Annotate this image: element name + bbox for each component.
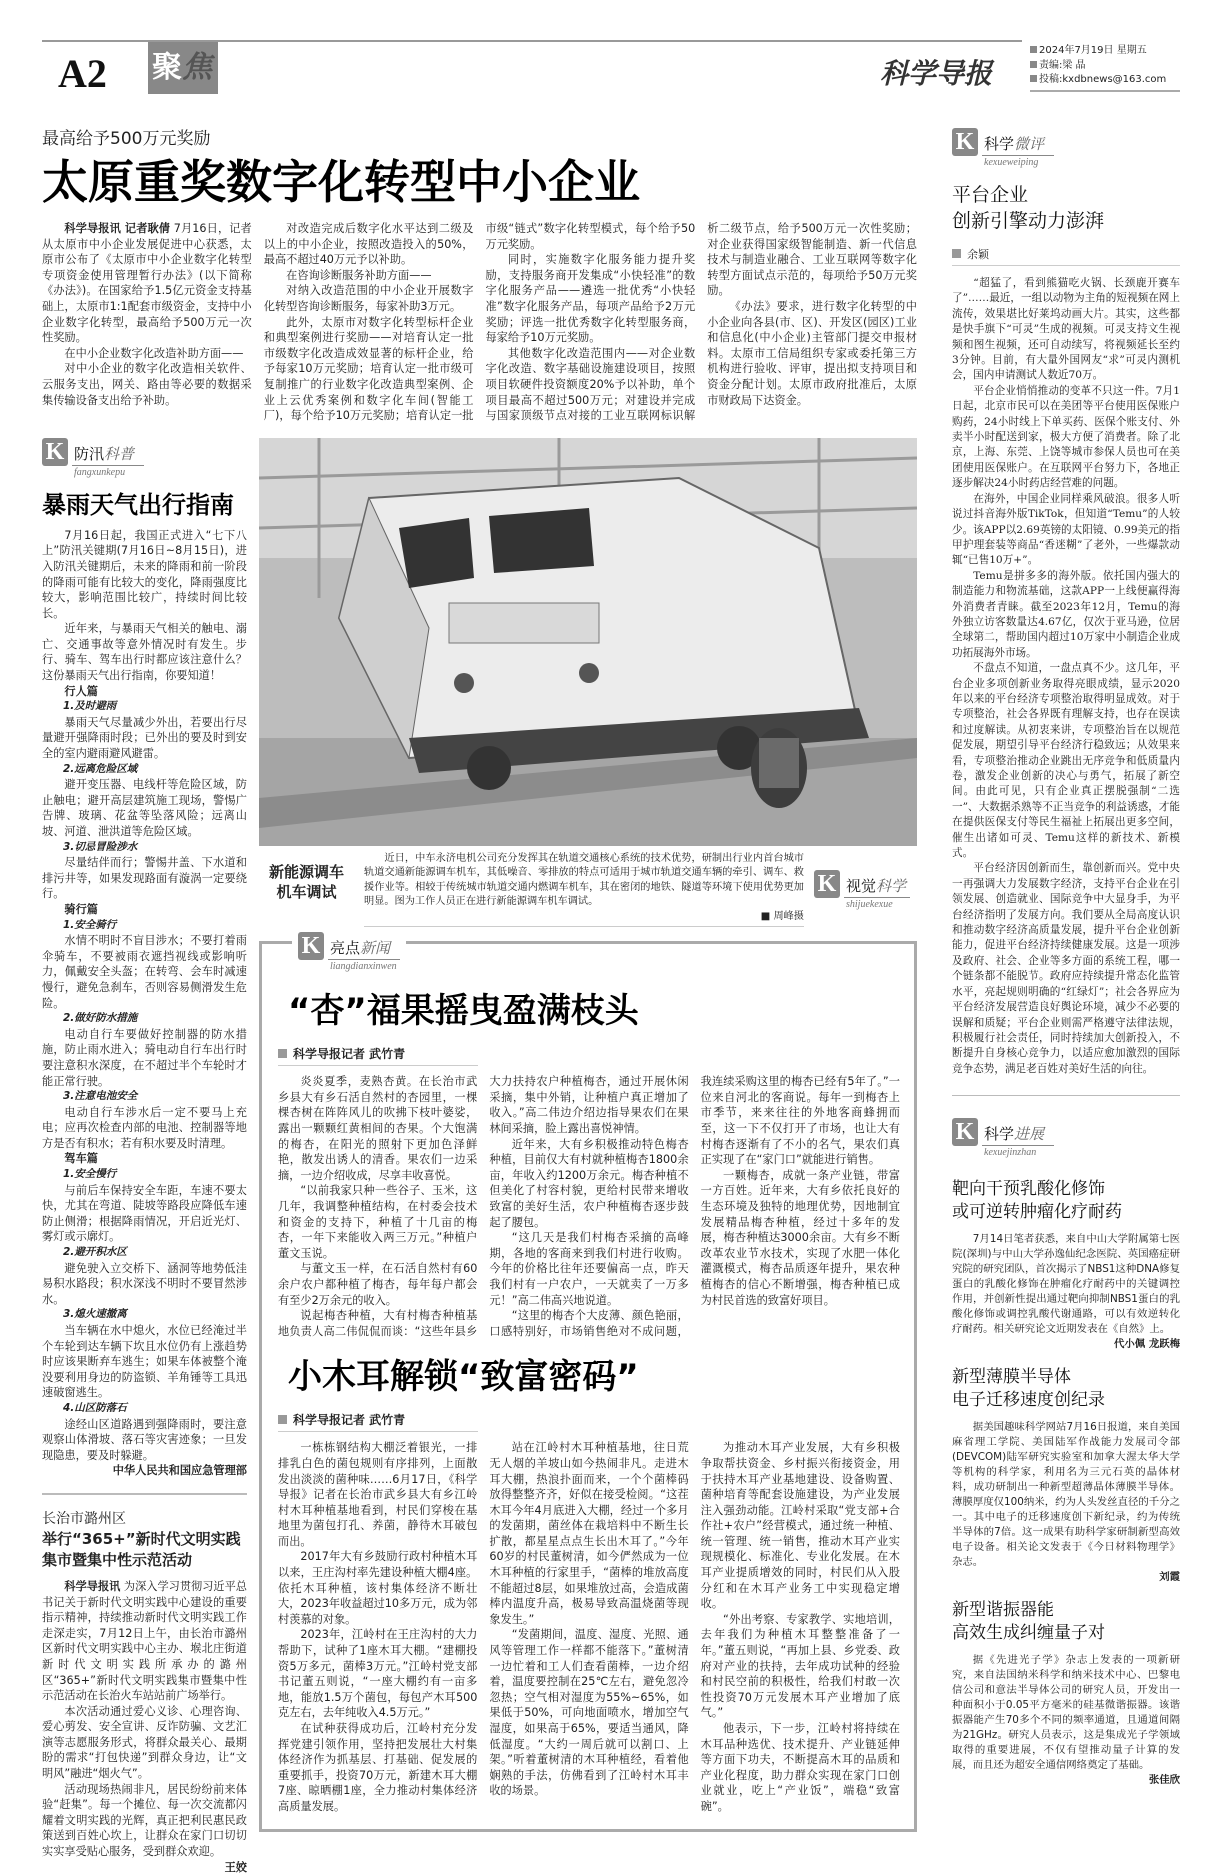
item-body: 据美国趣味科学网站7月16日报道，来自美国麻省理工学院、美国陆军作战能力发展司令部(DEVCOM)陆军研究实验室和加拿大渥太华大学等机构的科学家，利用名为三元石英的晶体材料，成功研制出一种新型超薄晶体薄膜半导体。薄膜厚度仅100纳米，约为人头发丝直径的千分之一。其中电子的迁移速度创下新纪录，约为传统半导体的7倍。这一成果有助科学家研制新型高效电子设备。相关论文发表于《今日材料物理学》杂志。: [952, 1421, 1180, 1569]
highlights-frame: [259, 933, 917, 1831]
highlights-column-badge: [292, 932, 406, 972]
paragraph: 避开变压器、电线杆等危险区域，防止触电；避开高层建筑施工现场，警惕广告牌、玻璃、花盆等坠落风险；远离山坡、河道、泄洪道等危险区域。: [42, 778, 247, 838]
middle-column: [259, 438, 917, 1832]
commentary-headline: [952, 182, 1180, 234]
paragraph: “以前我家只种一些谷子、玉米，这几年，我调整种植结构，在村委会技术和资金的支持下，种植了十几亩的梅杏，一年下来能收入两三万元。”种植户董文玉说。: [278, 1184, 478, 1260]
lead-article-body: [42, 221, 917, 424]
page-number: A2: [58, 51, 107, 96]
paragraph: 与董文玉一样，在石活自然村有60余户农户都种植了梅杏，每年每户都会有至少2万余元的收入。: [278, 1262, 478, 1307]
paragraph: 本次活动通过爱心义诊、心理咨询、爱心剪发、安全宣讲、反诈防骗、文艺汇演等志愿服务形式，将群众最关心、最期盼的需求“打包快递”到群众身边，让“文明风”融进“烟火气”。: [42, 1704, 247, 1781]
headline-line: 电子迁移速度创纪录: [952, 1390, 1105, 1411]
photo-title-line: 新能源调车: [268, 862, 344, 881]
paragraph: 7月16日，记者从太原市中小企业发展促进中心获悉，太原市公布了《太原市中小企业数字化转型专项资金使用管理暂行办法》(以下简称《办法》)。在国家给予1.5亿元资金支持基础上，太原市1:1配套市级资金，支持中小企业数字化转型，最高给予500万元一次性奖励。: [42, 222, 252, 345]
locomotive-photo: [259, 438, 917, 846]
section-char-1: 聚: [152, 50, 182, 85]
column-name: 亮点: [330, 939, 361, 958]
paragraph: “这里的梅杏个大皮薄、颜色艳丽，口感特别好，市场销售绝对不成问题，我连续采购这里的梅杏已经有5年了。”一位来自河北的客商说。每年一到梅杏上市季节，来来往往的外地客商蜂拥而至，这一下不仅打开了市场，也让大有村梅杏逐渐有了不小的名气，果农们真正实现了在“家门口”就能进行销售。: [489, 1075, 900, 1338]
item-author: 刘霞: [1159, 1571, 1180, 1584]
visual-column-badge: [814, 852, 910, 910]
paragraph: 途经山区道路遇到强降雨时，要注意观察山体滑坡、落石等灾害迹象；一旦发现隐患，要及时躲避。: [42, 1417, 247, 1462]
paragraph: Temu是拼多多的海外版。依托国内强大的制造能力和物流基础，这款APP一上线便赢得海外消费者青睐。截至2023年12月，Temu的海外独立访客数量达4.67亿，仅次于亚马逊，位居全球第二，帮助国内超过10万家中小制造企业成功拓展海外市场。: [952, 569, 1180, 659]
paragraph: 当车辆在水中熄火，水位已经淹过半个车轮到达车辆下坎且水位仍有上涨趋势时应该果断弃车逃生；如果车体被整个淹没要利用身边的防盗锁、羊角锤等工具迅速破窗逃生。: [42, 1324, 247, 1400]
k-logo-icon: K: [952, 1118, 978, 1146]
changzhi-article-body: [42, 1579, 247, 1875]
paragraph: 为深入学习贯彻习近平总书记关于新时代文明实践中心建设的重要指示精神，持续推动新时代文明实践工作走深走实，7月12日上午，由长治市潞州区新时代文明实践中心主办、堠北庄街道新时代文明实践所承办的潞州区“365+”新时代文明实践集市暨集中性示范活动在长治火车站站前广场举行。: [42, 1579, 247, 1703]
section-heading: 驾车篇: [64, 1152, 98, 1166]
lead-kicker: 最高给予500万元奖励: [42, 129, 211, 149]
paragraph: 说起梅杏种植，大有村梅杏种植基地负责人高二伟侃侃而谈：“这些年县乡大力扶持农户种植梅杏，通过开展休闲采摘，集中外销，让种植户真正增加了收入。”高二伟边介绍边指导果农们在果林间采摘，脸上露出喜悦神情。: [278, 1075, 689, 1338]
commentary-body: [952, 276, 1180, 1077]
column-name: 科学: [984, 135, 1015, 153]
paragraph: 水情不明时不盲目涉水；不要打着雨伞骑车，不要被雨衣遮挡视线或影响听力，佩戴安全头盔；在转弯、会车时减速慢行，避免急刹车，否则容易侧滑发生危险。: [42, 934, 247, 1010]
lead-dateline-paragraph: [42, 221, 252, 346]
item-headline: [952, 1599, 1180, 1645]
progress-item: [952, 1366, 1180, 1585]
paragraph: “发菌期间，温度、湿度、光照、通风等管理工作一样都不能落下。”董树清一边忙着和工人们查看菌棒，一边介绍着，温度要控制在25℃左右，避免忽冷忽热；空气相对湿度为55%~65%，如果低于50%，可向地面喷水，增加空气湿度，如果高于65%，要适当通风，降低湿度。“大约一周后就可以割口、上架。”听着董树清的木耳种植经，看着他娴熟的手法，仿佛看到了江岭村木耳丰收的场景。: [489, 1628, 689, 1798]
subheading: 3.熄火速撤离: [63, 1308, 127, 1321]
photo-title: [259, 852, 354, 902]
item-headline: [952, 1366, 1180, 1412]
item-body: 7月14日笔者获悉，来自中山大学附属第七医院(深圳)与中山大学孙逸仙纪念医院、英国癌症研究院的研究团队，首次揭示了NBS1这种DNA修复蛋白的乳酸化修饰在肿瘤化疗耐药中的关键调控作用，并创新性提出通过靶向抑制NBS1蛋白的乳酸化修饰或调控乳酸代谢通路，可以有效逆转化疗耐药。相关研究论文近期发表在《自然》上。: [952, 1233, 1180, 1336]
column-name-style: 进展: [1014, 1125, 1045, 1144]
paragraph: 一颗梅杏，成就一条产业链，带富一方百姓。近年来，大有乡依托良好的生态环境及独特的地理优势，因地制宜发展精品梅杏种植，经过十多年的发展，梅杏种植达3000余亩。大有乡不断改革农业节水技术，实现了水肥一体化灌溉模式，梅杏品质逐年提升，果农种植梅杏的信心不断增强，梅杏种植已成为村民首选的致富好项目。: [700, 1168, 900, 1307]
section-heading: 行人篇: [64, 684, 98, 698]
locomotive-photo-image: [259, 438, 917, 846]
headline-line: 创新引擎动力澎湃: [952, 210, 1105, 232]
paragraph: 与前后车保持安全车距，车速不要太快，尤其在弯道、陡坡等路段应降低车速防止侧滑；根据降雨情况，开启近光灯、雾灯或示廓灯。: [42, 1183, 247, 1244]
apricot-byline: 科学导报记者 武竹青: [278, 1045, 478, 1066]
column-pinyin: shijuekexue: [846, 898, 893, 910]
paragraph-list: [278, 1440, 900, 1814]
paragraph: “超猛了，看到熊猫吃火锅、长颈鹿开赛车了”……最近，一组以动物为主角的短视频在网上流传，效果堪比好莱坞动画大片。其实，这些都是快手旗下“可灵”生成的视频。可灵支持文生视频和图生视频，还可自动续写，将视频延长至约3分钟。目前，有大量外国网友“求”可灵内测机会，国内申请测试人数近70万。: [952, 277, 1180, 382]
paragraph: 暴雨天气尽量减少外出，若要出行尽量避开强降雨时段；已外出的要及时到安全的室内避雨避风避雷。: [42, 715, 247, 761]
paragraph: 同时，实施数字化服务能力提升奖励，支持服务商开发集成“小快轻准”的数字化服务产品——遴选一批优秀“小快轻准”数字化服务产品，每项产品给予2万元奖励；评选一批优秀数字化转型服务商，每家给予10万元奖励。: [485, 253, 696, 345]
photo-credit: ■ 周峰摄: [760, 910, 804, 922]
subheading: 1.安全慢行: [63, 1168, 117, 1181]
headline-line: 平台企业: [952, 184, 1029, 206]
issue-info: [1030, 44, 1180, 92]
paragraph: 尽量结伴而行；警惕井盖、下水道和排污井等，如果发现路面有漩涡一定要绕行。: [42, 856, 247, 901]
commentary-column-badge: [952, 128, 1180, 168]
subheading: 2.做好防水措施: [63, 1012, 138, 1025]
headline-line: 高效生成纠缠量子对: [952, 1623, 1105, 1644]
item-author: 张佳欣: [1148, 1774, 1180, 1787]
paragraph: 电动自行车要做好控制器的防水措施，防止雨水进入；骑电动自行车出行时要注意积水深度，在不超过半个车轮时才能正常行驶。: [42, 1027, 247, 1088]
column-name-style: 微评: [1014, 135, 1045, 153]
paragraph: 在海外，中国企业同样乘风破浪。很多人听说过抖音海外版TikTok，但知道“Temu”的人较少。该APP以2.69英镑的太阳镜、0.99美元的指甲护理套装等商品“香迷糊”了老外，一些爆款动辄“已售10万+”。: [952, 492, 1180, 567]
paragraph: 对纳入改造范围的中小企业开展数字化转型咨询诊断服务，每家补助3万元。: [263, 284, 474, 313]
subheading: 2.远离危险区域: [63, 762, 138, 775]
headline-line: 靶向干预乳酸化修饰: [952, 1179, 1105, 1200]
photo-caption-row: [259, 852, 917, 928]
lead-headline: 太原重奖数字化转型中小企业: [42, 155, 640, 209]
column-name-style: 科普: [104, 444, 135, 463]
flood-column-badge: [42, 438, 247, 478]
paragraph: 站在江岭村木耳种植基地，往日荒无人烟的羊坡山如今热闹非凡。走进木耳大棚，热浪扑面而来，一个个菌棒码放得整整齐齐，好似在接受检阅。“这茬木耳今年4月底进入大棚，经过一个多月的发菌期，菌丝体在栽培料中不断生长扩散，都星星点点生长出木耳了。”今年60岁的村民董树清，如今俨然成为一位木耳种植的行家里手，“菌棒的堆放高度不能超过8层，如果堆放过高，会造成菌棒内温度升高，极易导致高温烧菌等现象发生。”: [489, 1441, 689, 1626]
paragraph: 2023年，江岭村在王庄沟村的大力帮助下，试种了1座木耳大棚。“建棚投资5万多元，菌棒3万元。”江岭村党支部书记董五则说，“一座大棚约有一亩多地，能放1.5万个菌包，每包产木耳500克左右，去年纯收入4.5万元。”: [278, 1628, 478, 1720]
paragraph-list: [952, 276, 1180, 1077]
photo-caption: [364, 852, 804, 928]
paragraph: 对中小企业的数字化改造相关软件、云服务支出，网关、路由等必要的数据采集传输设备支出给予补助。: [42, 362, 252, 407]
fungus-article-body: [278, 1440, 900, 1814]
section-heading: 骑行篇: [64, 902, 98, 916]
paragraph: 不盘点不知道，一盘点真不少。这几年，平台企业多项创新业务取得亮眼成绩，显示2020年以来的平台经济专项整治取得明显成效。对于专项整治，社会各界既有理解支持，也存在误读和过度解读。从初衷来讲，专项整治旨在以规范促发展，期望引导平台经济行稳致远；从效果来看，专项整治推动企业跳出无序竞争和低质量内卷，激发企业创新的决心与勇气，拓展了新空间。由此可见，只有企业真正摆脱强制“二选一”、大数据杀熟等不正当竞争的利益诱惑，才能在提供医保支付等民生福祉上拓展出更多空间，催生出诸如可灵、Temu这样的新技术、新模式。: [952, 662, 1180, 860]
paragraph: 此外，太原市对数字化转型标杆企业和典型案例进行奖励——对培育认定一批市级数字化改造成效显著的标杆企业，给予每家10万元奖励；培育认定一批市级可复制推广的行业数字化改造典型案例、企业上云优秀案例和数字化车间(智能工厂)，每个给予10万元奖励；培育认定一批市级“链式”数字化转型模式，每个给予50万元奖励。: [263, 222, 696, 423]
subheading: 1.安全骑行: [63, 918, 117, 931]
headline-line: 集市暨集中性示范活动: [42, 1550, 193, 1569]
paragraph: 他表示，下一步，江岭村将持续在木耳品种选优、技术提升、产业链延伸等方面下功夫，不断提高木耳的品质和产业化程度，助力群众实现在家门口创业就业，吃上“产业饭”，端稳“致富碗”。: [700, 1722, 900, 1813]
fungus-byline: 科学导报记者 武竹青: [278, 1411, 478, 1432]
column-pinyin: kexueweiping: [984, 157, 1039, 168]
subheading: 1.及时避雨: [63, 700, 117, 713]
lower-area: [42, 438, 917, 1875]
paragraph-list: [278, 1074, 900, 1339]
paragraph: 在咨询诊断服务补助方面——: [286, 268, 432, 282]
headline-line: 新型薄膜半导体: [952, 1367, 1071, 1388]
paper-logo: 科学导报: [880, 57, 993, 90]
progress-item: [952, 1599, 1180, 1788]
paragraph: 平台经济因创新而生，靠创新而兴。党中央一再强调大力发展数字经济，支持平台企业在引领发展、创造就业、国际竞争中大显身手，为平台经济指明了发展方向。我们要从全局高度认识和推动数字经济高质量发展，提升平台企业创新能力，促进平台经济持续健康发展。这是一项涉及政府、社会、企业等多方面的系统工程，哪一个链条都不能脱节。政府应持续提升常态化监管水平，亮起规则明确的“红绿灯”；社会各界应为平台经济发展营造良好舆论环境，减少不必要的误解和质疑；平台企业则需严格遵守法律法规，积极履行社会责任，同时持续加大创新投入，不断提升自身核心竞争力，以适应愈加激烈的国际竞争态势，满足老百姓对美好生活的向往。: [952, 862, 1180, 1075]
column-name-style: 新闻: [360, 939, 391, 958]
credit-text: 周峰摄: [773, 910, 804, 922]
k-logo-icon: K: [952, 128, 978, 156]
divider: [42, 1493, 247, 1495]
editor: 责编:梁 晶: [1030, 59, 1180, 74]
paragraph: 《办法》要求，进行数字化转型的中小企业向各县(市、区)、开发区(园区)工业和信息化(中小企业)主管部门提交申报材料。太原市工信局组织专家或委托第三方机构进行验收、评审，提出拟支持项目和资金分配计划。太原市政府批准后，太原市财政局下达资金。: [707, 299, 917, 407]
divider: [952, 1095, 1180, 1096]
paragraph: “外出考察、专家教学、实地培训，去年我们为种植木耳整整准备了一年。”董五则说，“再加上县、乡党委、政府对产业的扶持，去年成功试种的经验和村民空前的积极性，给我们村敢一次性投资70万元发展木耳产业增加了底气。”: [700, 1612, 900, 1720]
right-column: [952, 124, 1180, 1788]
lead-paragraph: [42, 1579, 247, 1704]
subheading: 2.避开积水区: [63, 1246, 127, 1259]
paragraph: “这几天是我们村梅杏采摘的高峰期，各地的客商来到我们村进行收购。今年的价格比往年还要偏高一点，昨天我们村有一户农户，一天就卖了一万多元！”高二伟高兴地说道。: [489, 1231, 689, 1307]
photo-title-line: 机车调试: [276, 882, 337, 901]
paragraph-list: [42, 1704, 247, 1875]
column-pinyin: kexuejinzhan: [984, 1147, 1037, 1159]
item-headline: [952, 1178, 1180, 1224]
paragraph: 近年来，大有乡积极推动特色梅杏种植，目前仅大有村就种植梅杏1800余亩，年收入约1200万余元。梅杏种植不但美化了村容村貌，更给村民带来增收致富的美好生活，农户种植梅杏逐步鼓起了腰包。: [489, 1137, 689, 1229]
author-credit: 中华人民共和国应急管理部: [112, 1464, 247, 1478]
page-body: [42, 124, 1180, 1875]
submit-email: 投稿:kxdbnews@163.com: [1030, 73, 1180, 88]
k-logo-icon: K: [298, 932, 324, 960]
item-author: 代小佩 龙跃梅: [1114, 1338, 1180, 1351]
subheading: 3.切忌冒险涉水: [63, 840, 138, 853]
paragraph: 在试种获得成功后，江岭村充分发挥党建引领作用，坚持把发展壮大村集体经济作为抓基层、打基础、促发展的重要抓手，投资70万元，新建木耳大棚7座、晾晒棚1座，全力推动村集体经济高质量发展。: [278, 1722, 478, 1813]
apricot-headline: “杏”福果摇曳盈满枝头: [288, 991, 639, 1032]
paragraph: 避免驶入立交桥下、涵洞等地势低洼易积水路段；积水深浅不明时不要冒然涉水。: [42, 1261, 247, 1306]
paragraph: 7月16日起，我国正式进入“七下八上”防汛关键期(7月16日~8月15日)，进入防汛关键期后，未来的降雨和前一阶段的降雨可能有比较大的变化，降雨强度比较大，影响范围比较广，持续时间比较长。: [42, 528, 247, 620]
paragraph: 炎炎夏季，麦熟杏黄。在长治市武乡县大有乡石活自然村的杏园里，一棵棵杏树在阵阵风儿的吹拂下枝叶婆娑，露出一颗颗红黄相间的杏果。个大饱满的梅杏，在阳光的照射下更加色泽鲜艳，散发出诱人的清香。果农们一边采摘，一边介绍收成，尽享丰收喜悦。: [278, 1075, 478, 1182]
headline-line: 举行“365+”新时代文明实践: [42, 1529, 241, 1548]
paragraph: 2017年大有乡鼓励行政村种植木耳以来，王庄沟村率先建设种植大棚4座。依托木耳种植，该村集体经济不断壮大，2023年收益超过10多万元，成为邻村羡慕的对象。: [278, 1550, 478, 1626]
section-char-2: 焦: [182, 50, 212, 85]
apricot-article-body: [278, 1074, 900, 1339]
commentary-author: 余颖: [952, 246, 1180, 266]
left-column: [42, 438, 247, 1875]
paragraph: 为推动木耳产业发展，大有乡积极争取帮扶资金、乡村振兴衔接资金，用于扶持木耳产业基地建设、设备购置、菌种培育等配套设施建设，为产业发展注入强劲动能。江岭村采取“党支部+合作社+农户”经营模式，通过统一种植、统一管理、统一销售，推动木耳产业实现规模化、标准化、专业化发展。在木耳产业提质增效的同时，村民们从入股分红和在木耳产业务工中实现稳定增收。: [700, 1441, 900, 1611]
paragraph: 近年来，与暴雨天气相关的触电、溺亡、交通事故等意外情况时有发生。步行、骑车、驾车出行时都应该注意什么？这份暴雨天气出行指南，你要知道！: [42, 622, 247, 683]
k-logo-icon: K: [42, 438, 68, 466]
paragraph: 对改造完成后数字化水平达到二级及以上的中小企业，按照改造投入的50%，最高不超过40万元予以补助。: [263, 222, 474, 267]
paragraph: 电动自行车涉水后一定不要马上充电；应再次检查内部的电池、控制器等地方是否有积水；若有积水要及时清理。: [42, 1105, 247, 1150]
flood-article-body: [42, 528, 247, 1479]
author-credit: 王姣: [224, 1860, 247, 1874]
caption-text: 近日，中车永济电机公司充分发挥其在轨道交通核心系统的技术优势，研制出行业内首台城市轨道交通新能源调车机车，其低噪音、零排放的特点可适用于城市轨道交通车辆的牵引、调车、救援作业等。相较于传统城市轨道交通内燃调车机车，其在密闭的地铁、隧道等环境下使用优势更加明显。图为工作人员正在进行新能源调车机车调试。: [364, 852, 804, 908]
paragraph: 其他数字化改造范围内——对企业数字化改造、数字基础设施建设项目，按照项目软硬件投资额度20%予以补助，单个项目最高不超过500万元；对建设并完成与国家顶级节点对接的工业互联网标识解析二级节点，给予500万元一次性奖励；对企业获得国家级智能制造、新一代信息技术与制造业融合、工业互联网等数字化转型方面试点示范的，每项给予50万元奖励。: [485, 222, 917, 423]
column-pinyin: fangxunkepu: [74, 466, 126, 478]
changzhi-headline: [42, 1529, 247, 1571]
column-name: 视觉: [846, 876, 877, 895]
column-pinyin: liangdianxinwen: [330, 961, 397, 973]
paragraph-list: [42, 528, 247, 1479]
paragraph: 平台企业悄悄推动的变革不只这一件。7月1日起，北京市民可以在美团等平台使用医保账户购药，24小时线上下单买药、医保个账支付、外卖半小时配送到家，极大方便了消费者。除了北京，上海、东莞、上饶等城市参保人员也可在美团使用医保账户。在互联网平台努力下，各地正逐步解决24小时药店经营难的问题。: [952, 384, 1180, 490]
section-name: [148, 42, 218, 94]
dateline: 科学导报讯: [64, 1579, 121, 1593]
changzhi-kicker: 长治市潞州区: [42, 1510, 126, 1527]
issue-date: 2024年7月19日 星期五: [1030, 44, 1180, 59]
dateline: 科学导报讯 记者耿倩: [64, 222, 171, 235]
fungus-headline: 小木耳解锁“致富密码”: [288, 1357, 639, 1398]
k-logo-icon: K: [814, 870, 840, 898]
column-name: 科学: [984, 1125, 1015, 1144]
progress-column-badge: [952, 1118, 1180, 1158]
column-name: 防汛: [74, 444, 105, 463]
paragraph: 活动现场热闹非凡，居民纷纷前来体验“赶集”。每一个摊位、每一次交流都闪耀着文明实践的光辉，真正把利民惠民政策送到百姓心坎上，让群众在家门口切切实实享受贴心服务，受到群众欢迎。: [42, 1782, 247, 1859]
subheading: 4.山区防落石: [63, 1401, 127, 1414]
headline-line: 或可逆转肿瘤化疗耐药: [952, 1202, 1122, 1223]
headline-line: 新型谐振器能: [952, 1600, 1054, 1621]
paragraph: 在中小企业数字化改造补助方面——: [64, 346, 244, 360]
paragraph: 一栋栋钢结构大棚泛着银光，一排排乳白色的菌包规则有序排列，上面散发出淡淡的菌种味……6月17日，《科学导报》记者在长治市武乡县大有乡江岭村木耳种植基地看到，村民们穿梭在基地里为菌包打孔、养菌，静待木耳破包而出。: [278, 1441, 478, 1548]
column-name-style: 科学: [876, 876, 907, 895]
flood-headline: 暴雨天气出行指南: [42, 490, 234, 519]
progress-items: [952, 1178, 1180, 1788]
progress-item: [952, 1178, 1180, 1352]
subheading: 3.注意电池安全: [63, 1090, 138, 1103]
main-area: [42, 124, 917, 1875]
item-body: 据《先进光子学》杂志上发表的一项新研究，来自法国纳米科学和纳米技术中心、巴黎电信公司和意法半导体公司的研究人员，开发出一种面积小于0.05平方毫米的硅基微谐振器。该谐振器能产生70多个不同的频率通道，且通道间隔为21GHz。研究人员表示，这是集成光子学领域取得的重要进展，不仅有望推动量子计算的发展，而且还为超安全通信网络奠定了基础。: [952, 1654, 1180, 1772]
